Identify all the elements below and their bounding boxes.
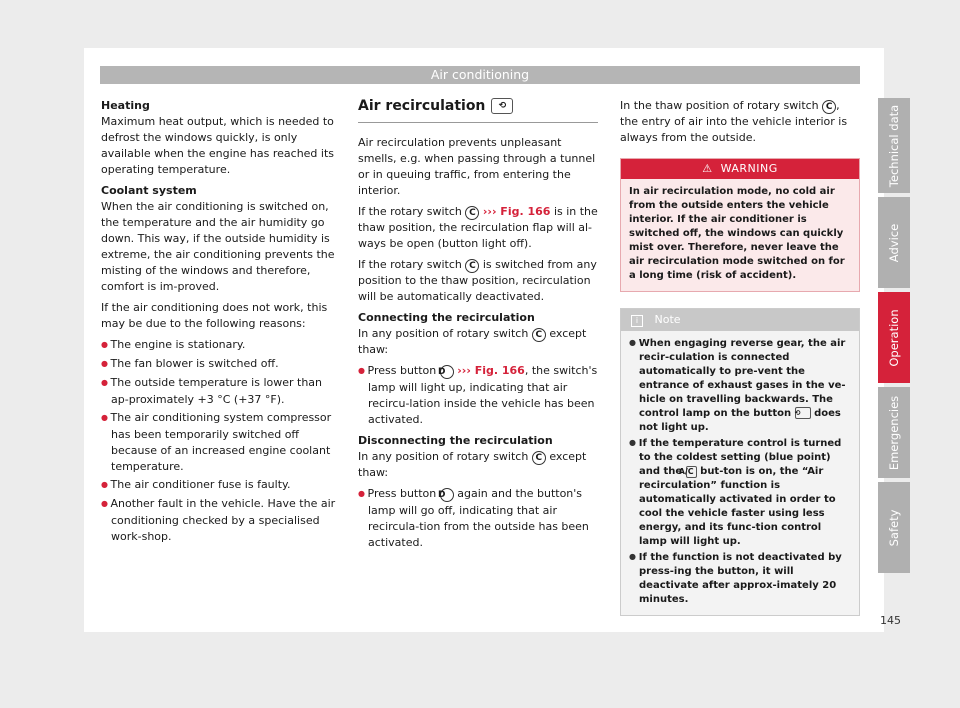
column-3 <box>620 98 860 616</box>
recirc-intro: Air recirculation prevents unpleasant smells, e.g. when passing through a tunnel or in queuing traffic, from entering the interior. <box>358 136 596 197</box>
list-item <box>358 363 598 428</box>
text: except thaw: <box>358 327 587 356</box>
tab-label: Advice <box>887 223 901 262</box>
section-title <box>358 98 598 123</box>
note-list <box>621 331 859 615</box>
button-d-icon: D <box>440 365 454 379</box>
column-2 <box>358 98 598 556</box>
warning-triangle-icon: ⚠ <box>702 162 713 175</box>
tab-label: Emergencies <box>887 395 901 470</box>
recirculation-icon: ⟲ <box>491 98 513 114</box>
disconnect-list <box>358 486 598 551</box>
connect-heading: Connecting the recirculation <box>358 311 535 324</box>
switch-c-icon: C <box>532 328 546 342</box>
page-header: Air conditioning <box>100 66 860 84</box>
text: In any position of rotary switch <box>358 450 529 463</box>
warning-text: In air recirculation mode, no cold air from the outside enters the vehicle interior. If the air conditioner is switched off, the windows can quickly mist over. Therefore, never leave the air recirculation mode switched on for a long time (risk of accident). <box>629 186 845 281</box>
note-box <box>620 308 860 616</box>
coolant-text: When the air conditioning is switched on, the temperature and the air humidity go down. This way, if the outside humidity is extreme, the air conditioning prevents the misting of the windows and therefore, comfort is im-proved. <box>101 200 335 293</box>
figure-link[interactable]: ››› Fig. 166 <box>482 205 551 218</box>
text: is in the thaw position, the recirculation flap will al-ways be open (button light off). <box>358 205 598 250</box>
thaw-text <box>620 98 860 146</box>
list-item <box>629 437 851 549</box>
switch-c-icon: C <box>465 259 479 273</box>
text: In any position of rotary switch <box>358 327 529 340</box>
text: but-ton is on, the “Air recirculation” function is automatically activated in order to cool the vehicle faster using less energy, and its func-tion control lamp will light up. <box>639 466 836 547</box>
warning-label: WARNING <box>720 162 778 175</box>
text: except thaw: <box>358 450 587 479</box>
tab-label: Technical data <box>887 104 901 187</box>
heating-text: Maximum heat output, which is needed to defrost the windows quickly, is only available when the engine has reached its operating temperature. <box>101 115 335 176</box>
text: , the entry of air into the vehicle interior is always from the outside. <box>620 99 848 144</box>
text: In the thaw position of rotary switch <box>620 99 819 112</box>
switch-c-icon: C <box>822 100 836 114</box>
recirculation-icon: ⟲ <box>795 407 811 419</box>
note-header <box>621 309 859 331</box>
tab-emergencies[interactable] <box>878 387 910 478</box>
text: Press button <box>367 487 437 500</box>
reasons-list <box>101 337 341 545</box>
tab-label: Operation <box>887 308 901 367</box>
side-tabs <box>878 98 910 577</box>
list-item: ● If the function is not deactivated by press-ing the button, it will deactivate after approx-imately 20 minutes. <box>629 551 851 607</box>
not-working-text: If the air conditioning does not work, this may be due to the following reasons: <box>101 301 328 330</box>
connect-list <box>358 363 598 428</box>
info-icon: i <box>631 315 643 327</box>
list-item: ● The air conditioner fuse is faulty. <box>101 477 341 494</box>
tab-technical-data[interactable] <box>878 98 910 193</box>
tab-operation[interactable] <box>878 292 910 383</box>
switch-c-icon: C <box>532 451 546 465</box>
note-label: Note <box>654 313 681 326</box>
text: If the temperature control is turned to the coldest setting (blue point) and the <box>638 438 842 477</box>
text: If the rotary switch <box>358 258 462 271</box>
coolant-heading: Coolant system <box>101 184 197 197</box>
recirc-para-2 <box>358 204 598 252</box>
list-item: ● The engine is stationary. <box>101 337 341 354</box>
recirc-para-3 <box>358 257 598 305</box>
text: , the switch's lamp will light up, indicating that air recircu-lation inside the vehicle has been activated. <box>368 364 598 426</box>
button-d-icon: D <box>440 488 454 502</box>
page-number: 145 <box>880 614 901 627</box>
tab-advice[interactable] <box>878 197 910 288</box>
warning-header <box>621 159 859 179</box>
connect-text <box>358 326 598 358</box>
text: Press button <box>367 364 437 377</box>
text: is switched from any position to the thaw position, recirculation will be automatically deactivated. <box>358 258 597 303</box>
list-item: ● Another fault in the vehicle. Have the air conditioning checked by a specialised work-shop. <box>101 496 341 545</box>
tab-label: Safety <box>887 509 901 546</box>
text: If the rotary switch <box>358 205 462 218</box>
figure-link[interactable]: ››› Fig. 166 <box>457 364 525 377</box>
heating-heading: Heating <box>101 99 150 112</box>
list-item <box>358 486 598 551</box>
column-1 <box>101 98 341 550</box>
text: again and the button's lamp will go off, indicating that air recircula-tion from the outside has been activated. <box>368 487 589 549</box>
section-title-text: Air recirculation <box>358 98 486 114</box>
switch-c-icon: C <box>465 206 479 220</box>
list-item: ● The air conditioning system compressor has been temporarily switched off because of an increased engine coolant temperature. <box>101 410 341 475</box>
ac-key: A/C <box>686 466 697 478</box>
tab-safety[interactable] <box>878 482 910 573</box>
list-item <box>629 337 851 435</box>
warning-box <box>620 158 860 292</box>
text: When engaging reverse gear, the air recir-culation is connected automatically to pre-vent the entrance of exhaust gases in the ve-hicle on travelling backwards. The control lamp on the button <box>638 338 846 419</box>
list-item: ● The outside temperature is lower than ap-proximately +3 °C (+37 °F). <box>101 375 341 408</box>
list-item: ● The fan blower is switched off. <box>101 356 341 373</box>
text: does not light up. <box>639 408 841 433</box>
disconnect-heading: Disconnecting the recirculation <box>358 434 553 447</box>
disconnect-text <box>358 449 598 481</box>
